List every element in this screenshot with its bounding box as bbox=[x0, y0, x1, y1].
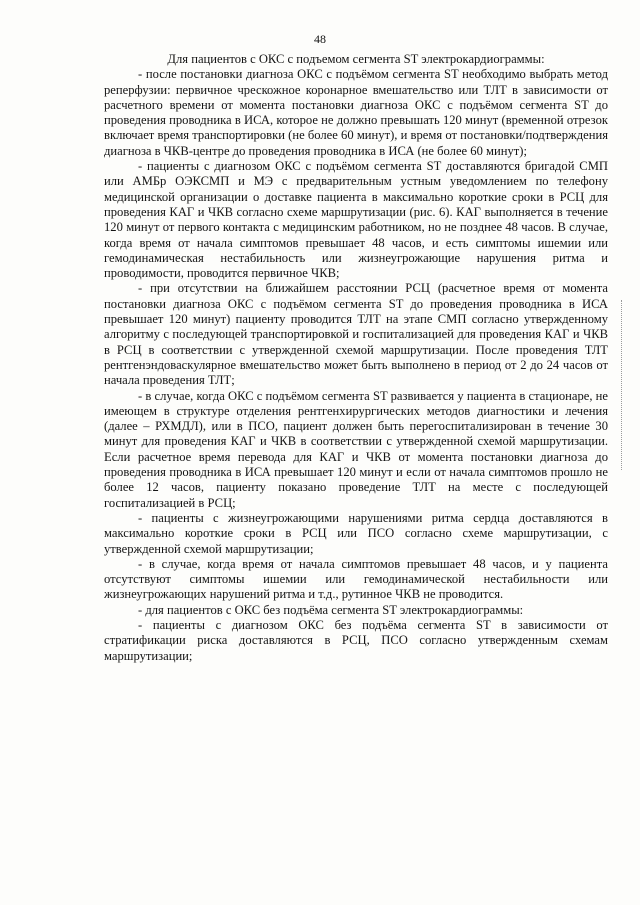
paragraph-arrhythmia: - пациенты с жизнеугрожающими нарушениями ритма сердца доставляются в максимально короткие сроки в РСЦ или ПСО согласно схеме маршрутизации, с утвержденной схемой маршрутизации; bbox=[104, 510, 608, 556]
paragraph-reperfusion-method: - после постановки диагноза ОКС с подъёмом сегмента ST необходимо выбрать метод реперфузии: первичное чрескожное коронарное вмешательство или ТЛТ в зависимости от расчетного времени от момента постановки диагноза ОКС с подъёмом сегмента ST до проведения проводника в ИСА, которое не должно превышать 120 минут (временной отрезок включает время транспортировки (не более 60 минут), и время от постановки/подтверждения диагноза в ЧКВ-центре до проведения проводника в ИСА (не более 60 минут); bbox=[104, 67, 608, 158]
paragraph-risk-stratification: - пациенты с диагнозом ОКС без подъёма сегмента ST в зависимости от стратификации риска доставляются в РСЦ, ПСО согласно утвержденным схемам маршрутизации; bbox=[104, 617, 608, 663]
binder-dots bbox=[621, 300, 623, 470]
section-heading-st-elevation: Для пациентов с ОКС с подъемом сегмента ST электрокардиограммы: bbox=[167, 52, 545, 66]
paragraph-inpatient-case: - в случае, когда ОКС с подъёмом сегмента ST развивается у пациента в стационаре, не имеющем в структуре отделения рентгенхирургических методов диагностики и лечения (далее – РХМДЛ), или в ПСО, пациент должен быть перегоспитализирован в течение 30 минут для проведения КАГ и ЧКВ в соответствии с утвержденной схемой маршрутизации. Если расчетное время перевода для КАГ и ЧКВ от момента постановки диагноза до проведения проводника в ИСА превышает 120 минут и если от начала симптомов прошло не более 12 часов, пациенту показано проведение ТЛТ на месте с последующей госпитализацией в РСЦ; bbox=[104, 388, 608, 510]
body-text bbox=[104, 52, 608, 664]
paragraph-tlt-smp: - при отсутствии на ближайшем расстоянии РСЦ (расчетное время от момента постановки диагноза ОКС с подъёмом сегмента ST до проведения проводника в ИСА превышает 120 минут) пациенту проводится ТЛТ на этапе СМП согласно утвержденному алгоритму с последующей транспортировкой и госпитализацией для проведения КАГ и ЧКВ в РСЦ в соответствии с утвержденной схемой маршрутизации. После проведения ТЛТ рентгенэндоваскулярное вмешательство может быть выполнено в период от 2 до 24 часов от начала проведения ТЛТ; bbox=[104, 281, 608, 388]
paragraph-delivery-to-rsc: - пациенты с диагнозом ОКС с подъёмом сегмента ST доставляются бригадой СМП или АМБр ОЭКСМП и МЭ с предварительным устным уведомлением по телефону медицинской организации о доставке пациента в максимально короткие сроки в РСЦ для проведения КАГ и ЧКВ согласно схеме маршрутизации (рис. 6). КАГ выполняется в течение 120 минут от первого контакта с медицинским работником, но не позднее 48 часов. В случае, когда время от начала симптомов превышает 48 часов, и есть симптомы ишемии или гемодинамическая нестабильность или жизнеугрожающие нарушения ритма и проводимости, проводится первичное ЧКВ; bbox=[104, 159, 608, 281]
section-heading-non-st-elevation: - для пациентов с ОКС без подъёма сегмента ST электрокардиограммы: bbox=[138, 602, 524, 617]
paragraph-late-presentation: - в случае, когда время от начала симптомов превышает 48 часов, и у пациента отсутствуют симптомы ишемии или гемодинамической нестабильности или жизнеугрожающих нарушений ритма и т.д., рутинное ЧКВ не проводится. bbox=[104, 556, 608, 602]
page-number: 48 bbox=[314, 32, 326, 46]
